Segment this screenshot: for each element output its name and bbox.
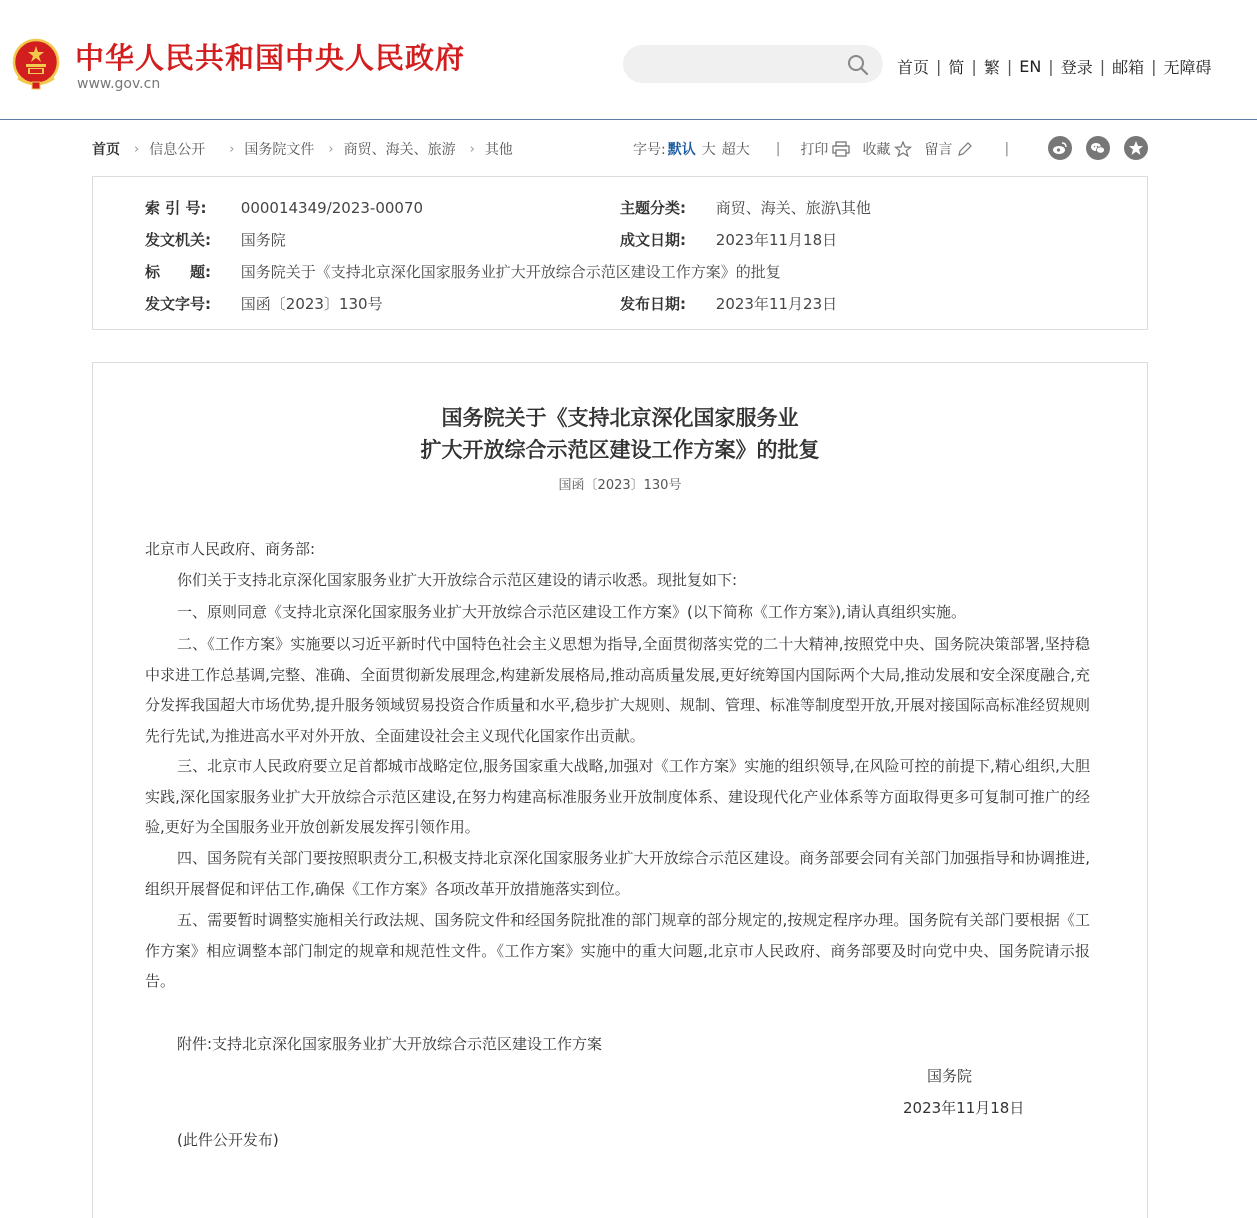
site-url: www.gov.cn [77,76,161,92]
comment-button[interactable]: 留言 [924,142,953,158]
tools-separator: | [775,141,781,157]
breadcrumb [92,139,513,159]
document-signature: 国务院 [927,1067,973,1085]
document-title-line2: 扩大开放综合示范区建设工作方案》的批复 [420,437,820,462]
printer-icon[interactable] [832,141,850,157]
meta-index-label: 索 引 号: [145,199,207,217]
document-title-line1: 国务院关于《支持北京深化国家服务业 [441,405,799,430]
document-attachment[interactable]: 附件:支持北京深化国家服务业扩大开放综合示范区建设工作方案 [177,1035,603,1053]
nav-accessibility[interactable]: 无障碍 [1163,58,1212,77]
document-number: 国函〔2023〕130号 [558,478,682,493]
meta-index [145,197,423,218]
print-button[interactable]: 打印 [800,142,829,158]
nav-separator: | [1099,57,1106,76]
document-date: 2023年11月18日 [903,1099,1025,1117]
document-footnote: (此件公开发布) [177,1131,279,1149]
nav-separator: | [1006,57,1013,76]
document-paragraph: 五、需要暂时调整实施相关行政法规、国务院文件和经国务院批准的部门规章的部分规定的,按规定程序办理。国务院有关部门要根据《工作方案》相应调整本部门制定的规章和规范性文件。《工作方案》实施中的重大问题,北京市人民政府、商务部要及时向党中央、国务院请示报告。 [145,911,1090,990]
document-paragraph: 三、北京市人民政府要立足首都城市战略定位,服务国家重大战略,加强对《工作方案》实施的组织领导,在风险可控的前提下,精心组织,大胆实践,深化国家服务业扩大开放综合示范区建设,在努力构建高标准服务业开放制度体系、建设现代化产业体系等方面取得更多可复制可推广的经验,更好为全国服务业开放创新发展发挥引领作用。 [145,757,1090,836]
breadcrumb-arrow-icon: › [134,141,140,157]
weibo-icon [1052,140,1068,156]
document-salutation: 北京市人民政府、商务部: [145,540,316,558]
meta-issuer-label: 发文机关: [145,231,211,249]
font-size-xlarge[interactable]: 超大 [721,142,750,158]
meta-written-date [620,229,837,250]
document-paragraph: 你们关于支持北京深化国家服务业扩大开放综合示范区建设的请示收悉。现批复如下: [177,571,738,589]
meta-published-label: 发布日期: [620,295,686,313]
meta-published-value: 2023年11月23日 [715,295,838,313]
meta-index-value: 000014349/2023-00070 [240,199,424,217]
site-title[interactable]: 中华人民共和国中央人民政府 [75,41,466,75]
meta-docno-label: 发文字号: [145,295,211,313]
favorite-button[interactable]: 收藏 [862,142,891,158]
meta-written-value: 2023年11月18日 [715,231,838,249]
national-emblem-icon[interactable] [12,38,60,90]
nav-english[interactable]: EN [1019,57,1042,76]
star-icon[interactable] [894,141,912,157]
meta-category [620,197,871,218]
document-paragraph: 二、《工作方案》实施要以习近平新时代中国特色社会主义思想为指导,全面贯彻落实党的二十大精神,按照党中央、国务院决策部署,坚持稳中求进工作总基调,完整、准确、全面贯彻新发展理念,构建新发展格局,推动高质量发展,更好统筹国内国际两个大局,推动发展和安全深度融合,充分发挥我国超大市场优势,提升服务领域贸易投资合作质量和水平,稳步扩大规则、规制、管理、标准等制度型开放,开展对接国际高标准经贸规则先行先试,为推进高水平对外开放、全面建设社会主义现代化国家作出贡献。 [145,635,1090,745]
meta-category-value: 商贸、海关、旅游\其他 [715,199,871,217]
wechat-icon [1090,140,1106,156]
breadcrumb-other[interactable]: 其他 [484,142,513,158]
breadcrumb-arrow-icon: › [229,141,235,157]
site-header [0,0,1257,120]
nav-separator: | [936,57,942,76]
nav-separator: | [1048,57,1054,76]
search-box [623,45,883,83]
nav-mailbox[interactable]: 邮箱 [1112,58,1145,77]
meta-issuer [145,229,286,250]
favorite-share-button[interactable] [1124,136,1148,160]
nav-separator: | [1151,57,1157,76]
meta-issuer-value: 国务院 [240,231,286,249]
breadcrumb-home[interactable]: 首页 [92,142,120,158]
top-nav [897,55,1212,78]
document-meta-box [92,176,1148,330]
meta-docno-value: 国函〔2023〕130号 [240,295,383,313]
document-title [0,402,1240,466]
document-paragraph: 四、国务院有关部门要按照职责分工,积极支持北京深化国家服务业扩大开放综合示范区建设。商务部要会同有关部门加强指导和协调推进,组织开展督促和评估工作,确保《工作方案》各项改革开放措施落实到位。 [145,849,1090,898]
meta-title-value: 国务院关于《支持北京深化国家服务业扩大开放综合示范区建设工作方案》的批复 [240,263,781,281]
meta-docno [145,293,383,314]
breadcrumb-arrow-icon: › [469,141,475,157]
page-tools [633,139,1009,159]
document-paragraph: 一、原则同意《支持北京深化国家服务业扩大开放综合示范区建设工作方案》(以下简称《工作方案》),请认真组织实施。 [177,603,966,621]
font-size-label: 字号: [633,142,666,158]
search-input[interactable] [641,53,841,75]
breadcrumb-arrow-icon: › [328,141,334,157]
nav-simplified[interactable]: 简 [948,58,965,77]
search-icon[interactable] [846,53,870,77]
font-size-large[interactable]: 大 [701,142,716,158]
meta-title-label: 标 题: [145,263,211,281]
wechat-share-button[interactable] [1086,136,1110,160]
meta-category-label: 主题分类: [620,199,686,217]
weibo-share-button[interactable] [1048,136,1072,160]
breadcrumb-state-council-docs[interactable]: 国务院文件 [244,142,315,158]
font-size-default[interactable]: 默认 [667,142,696,158]
breadcrumb-trade[interactable]: 商贸、海关、旅游 [343,142,456,158]
nav-traditional[interactable]: 繁 [983,58,1000,77]
star-icon [1128,140,1144,156]
tools-separator: | [1004,141,1010,157]
breadcrumb-info-public[interactable]: 信息公开 [149,142,206,158]
meta-title [145,261,781,282]
meta-written-label: 成文日期: [620,231,686,249]
pencil-icon[interactable] [956,141,974,157]
nav-separator: | [971,57,977,76]
meta-published-date [620,293,837,314]
nav-home[interactable]: 首页 [897,58,930,77]
nav-login[interactable]: 登录 [1060,58,1093,77]
